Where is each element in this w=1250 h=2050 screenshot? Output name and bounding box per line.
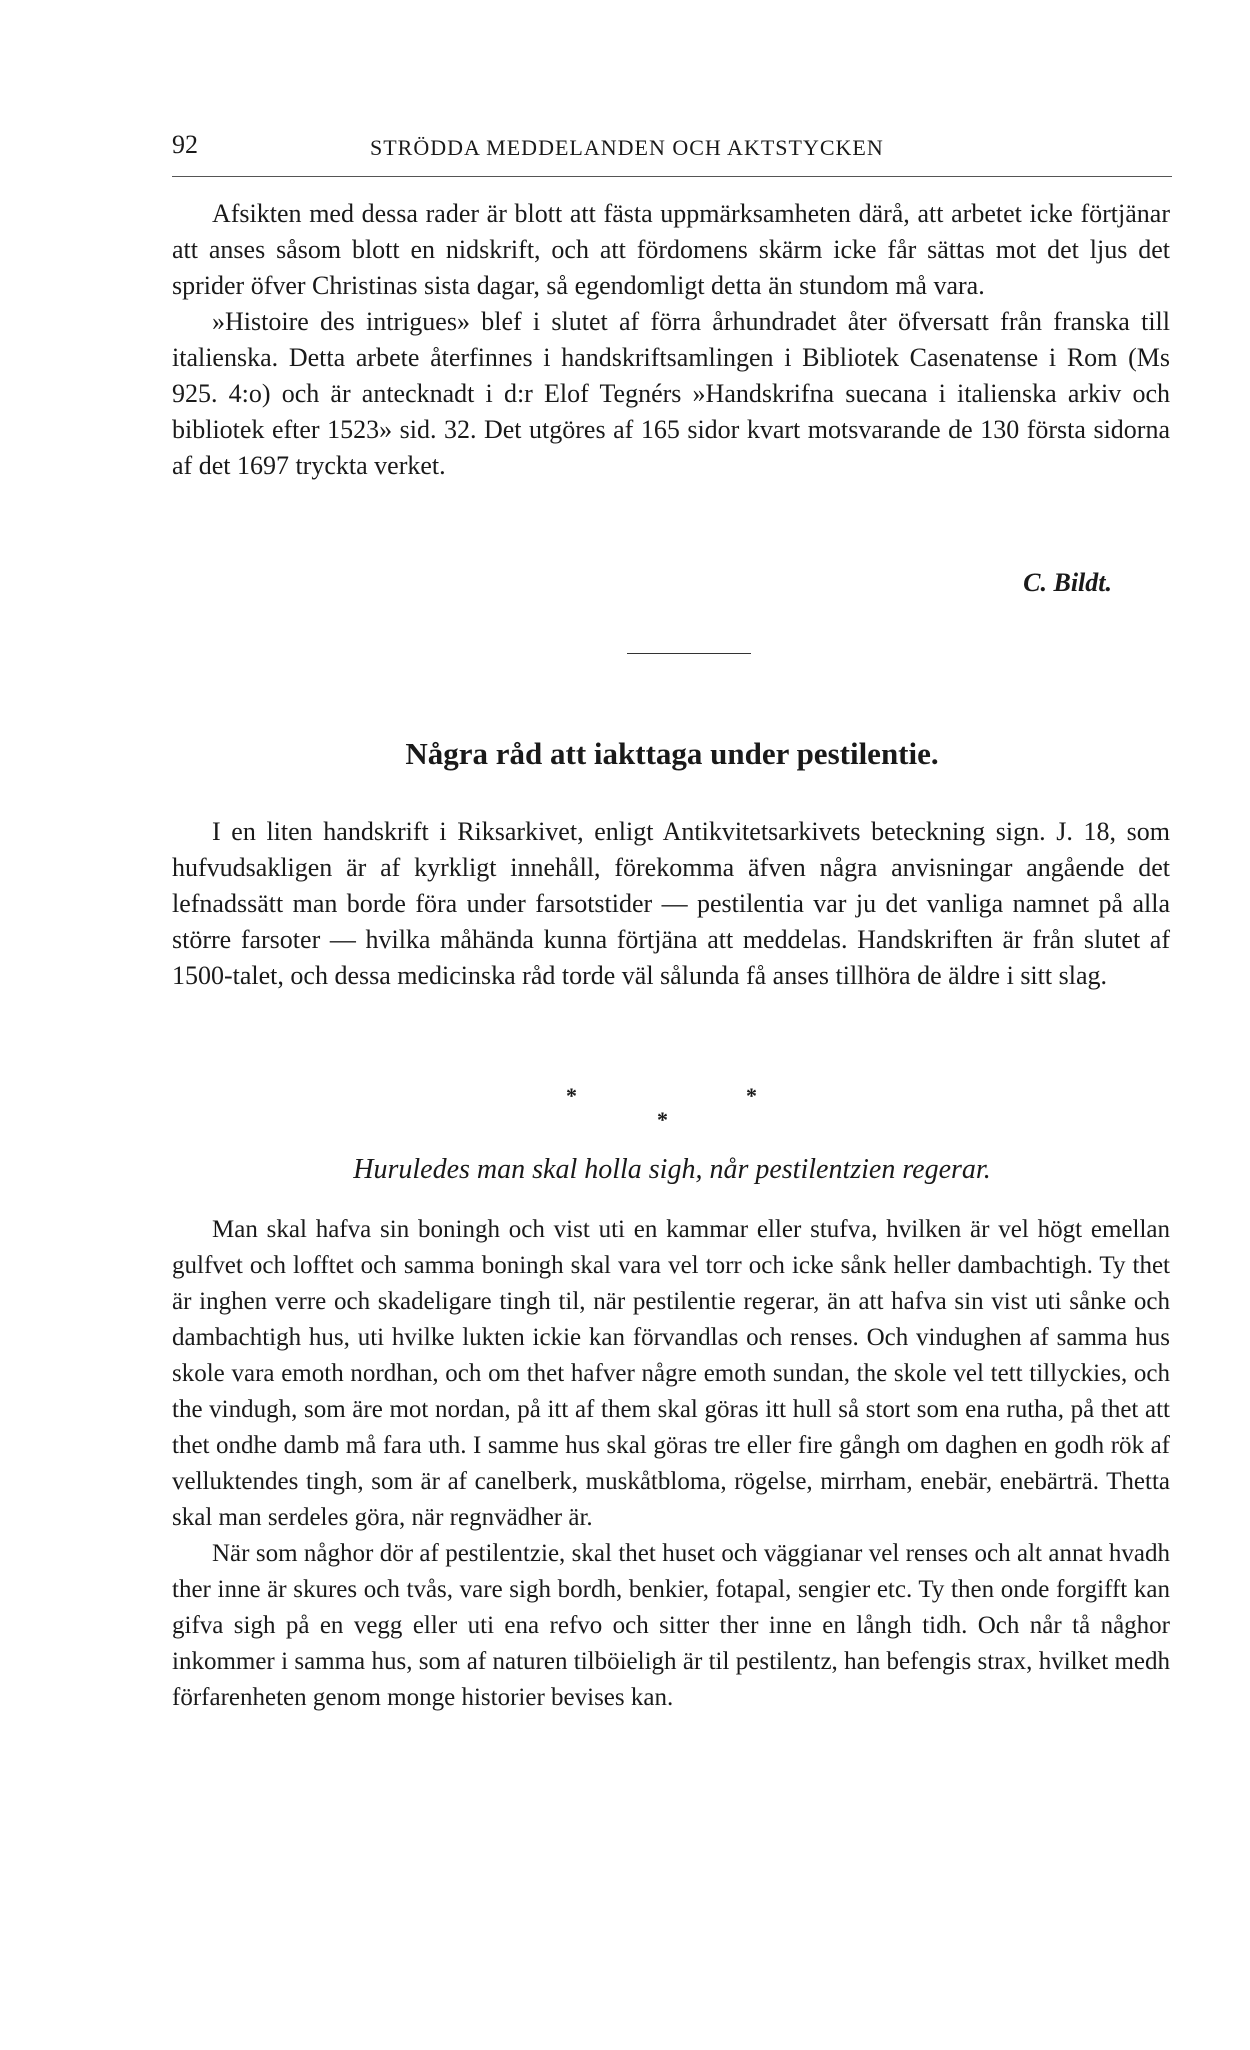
quoted-text	[172, 1212, 1170, 1716]
asterisk-bottom: *	[657, 1107, 668, 1132]
section-paragraph: I en liten handskrift i Riksarkivet, enligt Antikvitetsarkivets beteckning sign. J. 18, som hufvudsakligen är af kyrkligt innehåll, förekomma äfven några anvisningar angående det lefnadssätt man borde föra under farsotstider — pestilentia var ju det vanliga namnet på alla större farsoter — hvilka måhända kunna förtjäna att meddelas. Handskriften är från slutet af 1500-talet, och dessa medicinska råd torde väl sålunda få anses tillhöra de äldre i sitt slag.	[172, 817, 1170, 990]
section-divider	[627, 653, 751, 654]
intro-paragraph-2: »Histoire des intrigues» blef i slutet af förra århundradet åter öfversatt från franska till italienska. Detta arbete återfinnes i handskriftsamlingen i Bibliotek Casenatense i Rom (Ms 925. 4:o) och är antecknadt i d:r Elof Tegnérs »Handskrifna suecana i italienska arkiv och bibliotek efter 1523» sid. 32. Det utgöres af 165 sidor kvart motsvarande de 130 första sidorna af det 1697 tryckta verket.	[172, 307, 1170, 480]
author-signature: C. Bildt.	[1023, 568, 1112, 597]
quote-paragraph-1: Man skal hafva sin boningh och vist uti en kammar eller stufva, hvilken är vel högt emellan gulfvet och lofftet och samma boningh skal vara vel torr och icke sånk heller dambachtigh. Ty thet är inghen verre och skadeligare tingh til, när pestilentie regerar, än att hafva sin vist uti sånke och dambachtigh hus, uti hvilke lukten ickie kan förvandlas och renses. Och vindughen af samma hus skole vara emoth nordhan, och om thet hafver någre emoth sundan, the skole vel tett tillyckies, och the vindugh, som äre mot nordan, på itt af them skal göras itt hull så stort som ena rutha, på thet att thet ondhe damb må fara uth. I samme hus skal göras tre eller fire gångh om daghen en godh rök af velluktendes tingh, som är af canelberk, muskåtbloma, rögelse, mirrham, enebär, enebärträ. Thetta skal man serdeles göra, när regnvädher är.	[172, 1216, 1170, 1531]
asterism	[560, 1083, 760, 1133]
asterisk-left: *	[566, 1083, 577, 1108]
section-title: Några råd att iakttaga under pestilentie.	[405, 736, 939, 771]
intro-paragraph-1: Afsikten med dessa rader är blott att fästa uppmärksamheten därå, att arbetet icke förtjänar att anses såsom blott en nidskrift, och att fördomens skärm icke får sättas mot det ljus det sprider öfver Christinas sista dagar, så egendomligt detta än stundom må vara.	[172, 199, 1170, 300]
quote-subheading: Huruledes man skal holla sigh, når pestilentzien regerar.	[353, 1154, 991, 1185]
header-rule	[172, 176, 1172, 177]
quote-paragraph-2: När som någhor dör af pestilentzie, skal thet huset och väggianar vel renses och alt annat hvadh ther inne är skures och tvås, vare sigh bordh, benkier, fotapal, sengier etc. Ty then onde forgifft kan gifva sigh på en vegg eller uti ena refvo och sitter ther inne en långh tidh. Och når tå någhor inkommer i samma hus, som af naturen tilböieligh är til pestilentz, han befengis strax, hvilket medh förfarenheten genom monge historier bevises kan.	[172, 1540, 1170, 1711]
intro-section	[172, 196, 1170, 484]
running-head: STRÖDDA MEDDELANDEN OCH AKTSTYCKEN	[370, 135, 884, 160]
page-number: 92	[172, 130, 198, 159]
section-intro	[172, 814, 1170, 994]
asterisk-right: *	[746, 1083, 757, 1108]
page-header	[172, 130, 1172, 170]
